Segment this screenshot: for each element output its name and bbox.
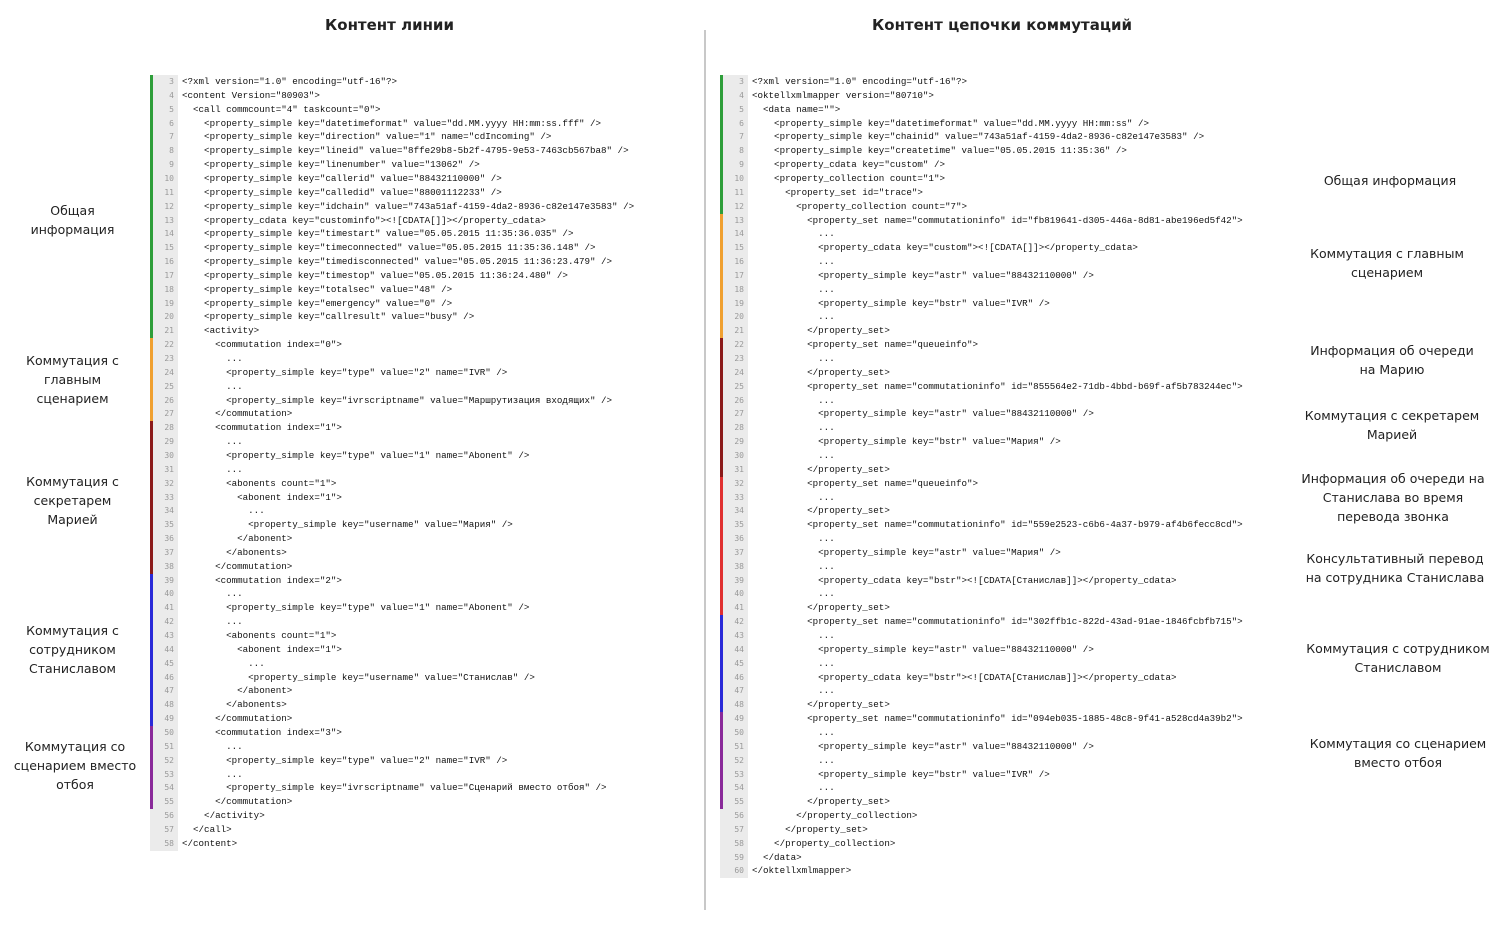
right-line-number: 41 [734, 603, 744, 613]
right-line-number: 13 [734, 215, 744, 225]
right-code-text: <property_cdata key="bstr"><![CDATA[Станислав]]></property_cdata> [752, 574, 1177, 586]
left-code-text: <property_simple key="type" value="1" name="Abonent" /> [182, 449, 530, 461]
right-code-text: ... [752, 283, 835, 295]
right-line-number: 30 [734, 450, 744, 460]
right-code-text: <property_simple key="bstr" value="IVR" /> [752, 297, 1050, 309]
left-code-text: <call commcount="4" taskcount="0"> [182, 103, 381, 115]
right-line-number: 32 [734, 478, 744, 488]
right-line-number: 29 [734, 437, 744, 447]
right-code-text: <property_simple key="bstr" value="IVR" /> [752, 768, 1050, 780]
left-line-number: 27 [164, 409, 174, 419]
left-code-text: <property_simple key="type" value="1" name="Abonent" /> [182, 602, 530, 614]
right-note-main-scenario: Коммутация с главным сценарием [1310, 246, 1464, 280]
left-code-text: <property_simple key="ivrscriptname" value="Сценарий вместо отбоя" /> [182, 782, 607, 794]
left-code-text: </content> [182, 837, 238, 849]
right-code-text: <?xml version="1.0" encoding="utf-16"?> [752, 76, 968, 87]
right-code-text: </property_set> [752, 366, 890, 378]
right-line-number: 21 [734, 326, 744, 336]
right-code-text: <property_simple key="createtime" value="05.05.2015 11:35:36" /> [752, 145, 1127, 157]
right-line-number: 17 [734, 270, 744, 280]
left-code-text: </activity> [182, 810, 265, 822]
right-line-number: 44 [734, 644, 744, 654]
right-code-text: </property_set> [752, 463, 890, 475]
right-code-text: </property_collection> [752, 837, 896, 849]
right-code-text: <property_simple key="astr" value="88432110000" /> [752, 740, 1094, 752]
right-line-number: 46 [734, 672, 744, 682]
right-code-text: </property_set> [752, 823, 868, 835]
right-line-number: 3 [739, 77, 744, 86]
right-code-text: </property_set> [752, 796, 890, 808]
right-line-number: 59 [734, 852, 744, 862]
left-line-number: 10 [164, 173, 174, 183]
left-line-number: 55 [164, 797, 174, 807]
right-line-number: 33 [734, 492, 744, 502]
left-code-text: ... [182, 740, 243, 752]
left-line-number: 14 [164, 229, 174, 239]
left-code-text: <content Version="80903"> [182, 89, 320, 101]
right-code-text: </property_set> [752, 325, 890, 337]
right-code-text: <property_set name="commutationinfo" id="559e2523-c6b6-4a37-b979-af4b6fecc8cd"> [752, 519, 1243, 531]
right-section-marker [720, 477, 723, 616]
left-line-number: 17 [164, 270, 174, 280]
left-line-number: 23 [164, 354, 174, 363]
right-line-number: 36 [734, 534, 744, 544]
left-line-number: 42 [164, 617, 174, 627]
right-note-queue-maria: Информация об очереди на Марию [1310, 343, 1474, 377]
left-note-scenario-instead-hangup: Коммутация со сценарием вместо отбоя [13, 739, 137, 792]
right-line-number: 42 [734, 617, 744, 627]
left-panel-title: Контент линии [325, 16, 454, 34]
right-line-number: 49 [734, 714, 744, 724]
right-line-number: 10 [734, 173, 744, 183]
left-code-text: ... [182, 463, 243, 475]
left-code-text: ... [182, 353, 243, 364]
right-note-consultative-transfer: Консультативный перевод на сотрудника Станислава [1305, 551, 1485, 585]
right-code-text: <property_cdata key="bstr"><![CDATA[Станислав]]></property_cdata> [752, 671, 1177, 683]
left-code-text: <property_simple key="linenumber" value="13062" /> [182, 159, 480, 171]
right-code-text: <property_simple key="astr" value="88432110000" /> [752, 408, 1094, 420]
left-code-text: <property_simple key="timestop" value="05.05.2015 11:36:24.480" /> [182, 269, 568, 281]
left-section-marker [150, 421, 153, 573]
left-line-number: 54 [164, 783, 174, 793]
right-code-panel [720, 75, 1300, 888]
left-code-text: <?xml version="1.0" encoding="utf-16"?> [182, 76, 398, 87]
right-code-text: ... [752, 491, 835, 503]
left-code-text: ... [182, 505, 265, 517]
right-line-number: 45 [734, 658, 744, 668]
left-code-text: </commutation> [182, 560, 293, 572]
left-line-number: 41 [164, 603, 174, 613]
left-code-text: </call> [182, 823, 232, 835]
left-line-number: 38 [164, 561, 174, 571]
right-line-number: 11 [734, 187, 744, 197]
left-code-text: <abonents count="1"> [182, 630, 337, 641]
left-line-number: 3 [169, 77, 174, 86]
right-code-text: ... [752, 394, 835, 406]
right-code-text: <property_set name="commutationinfo" id="094eb035-1885-48c8-9f41-a528cd4a39b2"> [752, 713, 1243, 725]
right-line-number: 19 [734, 298, 744, 308]
right-panel-title: Контент цепочки коммутаций [872, 16, 1132, 34]
right-line-number: 43 [734, 631, 744, 640]
right-code-text: ... [752, 630, 835, 641]
left-line-number: 37 [164, 547, 174, 557]
left-line-number: 50 [164, 727, 174, 737]
left-code-text: <commutation index="0"> [182, 339, 342, 351]
left-line-number: 48 [164, 700, 174, 710]
left-line-number: 46 [164, 672, 174, 682]
right-line-number: 50 [734, 727, 744, 737]
right-line-number: 53 [734, 769, 744, 779]
right-code-text: </property_set> [752, 699, 890, 711]
right-code-text: <property_simple key="chainid" value="743a51af-4159-4da2-8936-c82e147e3583" /> [752, 131, 1205, 143]
right-code-text: <property_set name="queueinfo"> [752, 339, 979, 351]
left-code-text: </abonents> [182, 546, 287, 558]
right-code-text: <property_cdata key="custom"><![CDATA[]]></property_cdata> [752, 242, 1138, 254]
left-line-number: 31 [164, 464, 174, 474]
left-line-number: 58 [164, 838, 174, 848]
left-line-number: 43 [164, 631, 174, 640]
left-code-text: ... [182, 436, 243, 448]
left-line-number: 47 [164, 686, 174, 696]
right-code-text: <property_simple key="astr" value="88432110000" /> [752, 643, 1094, 655]
left-code-text: <property_simple key="lineid" value="8ffe29b8-5b2f-4795-9e53-7463cb567ba8" /> [182, 145, 629, 157]
right-code-text: <property_set name="commutationinfo" id="855564e2-71db-4bbd-b69f-af5b783244ec"> [752, 380, 1243, 392]
right-line-number: 5 [739, 104, 744, 114]
left-code-text: <abonent index="1"> [182, 491, 342, 503]
right-section-marker [720, 75, 723, 214]
left-note-secretary-maria: Коммутация с секретарем Марией [26, 474, 119, 527]
left-line-number: 35 [164, 520, 174, 530]
right-code-text: ... [752, 353, 835, 364]
right-code-text: <property_simple key="datetimeformat" value="dd.MM.yyyy HH:mm:ss" /> [752, 117, 1149, 129]
right-line-number: 51 [734, 741, 744, 751]
right-code-text: </oktellxmlmapper> [752, 865, 852, 877]
right-line-number: 48 [734, 700, 744, 710]
right-code-text: ... [752, 311, 835, 323]
left-line-number: 29 [164, 437, 174, 447]
left-line-number: 25 [164, 381, 174, 391]
left-code-text: <activity> [182, 325, 260, 337]
left-code-text: <commutation index="3"> [182, 726, 342, 738]
panel-divider [704, 30, 706, 910]
right-line-number: 31 [734, 464, 744, 474]
right-line-number: 56 [734, 811, 744, 821]
right-code-text: ... [752, 726, 835, 738]
left-line-number: 16 [164, 257, 174, 267]
left-line-number: 34 [164, 506, 174, 516]
left-code-text: <property_simple key="callerid" value="88432110000" /> [182, 172, 502, 184]
left-code-text: </abonent> [182, 533, 293, 545]
left-code-text: <property_simple key="calledid" value="88001112233" /> [182, 186, 502, 198]
right-line-number: 14 [734, 229, 744, 239]
left-code-text: <property_simple key="datetimeformat" value="dd.MM.yyyy HH:mm:ss.fff" /> [182, 117, 602, 129]
right-code-text: <property_simple key="astr" value="88432110000" /> [752, 269, 1094, 281]
right-code-text: ... [752, 256, 835, 268]
left-line-number: 33 [164, 492, 174, 502]
left-code-text: <property_simple key="type" value="2" name="IVR" /> [182, 754, 508, 766]
left-note-general-info: Общая информация [30, 203, 115, 237]
right-section-marker [720, 712, 723, 809]
left-line-number: 56 [164, 811, 174, 821]
left-line-number: 11 [164, 187, 174, 197]
right-code-text: ... [752, 685, 835, 697]
left-line-number: 53 [164, 769, 174, 779]
right-code-text: ... [752, 422, 835, 434]
left-line-number: 18 [164, 284, 174, 294]
right-line-number: 47 [734, 686, 744, 696]
right-line-number: 40 [734, 589, 744, 599]
left-code-text: <property_simple key="username" value="Мария" /> [182, 519, 513, 531]
left-line-number: 57 [164, 824, 174, 834]
left-code-text: <property_simple key="totalsec" value="48" /> [182, 283, 453, 295]
left-line-number: 15 [164, 243, 174, 253]
right-section-marker [720, 338, 723, 477]
left-line-number: 28 [164, 423, 174, 433]
left-note-employee-stanislav: Коммутация с сотрудником Станиславом [26, 623, 119, 676]
left-line-number: 32 [164, 478, 174, 488]
right-line-number: 37 [734, 547, 744, 557]
left-code-text: ... [182, 657, 265, 669]
right-code-text: <property_cdata key="custom" /> [752, 159, 945, 171]
right-code-text: </data> [752, 851, 802, 863]
left-line-number: 9 [169, 160, 174, 170]
right-note-employee-stanislav: Коммутация с сотрудником Станиславом [1306, 641, 1490, 675]
left-line-number: 4 [169, 90, 174, 100]
left-code-text: <property_cdata key="custominfo"><![CDATA[]]></property_cdata> [182, 214, 546, 226]
right-code-text: <property_set name="commutationinfo" id="302ffb1c-822d-43ad-91ae-1846fcbfb715"> [752, 616, 1243, 628]
left-line-number: 12 [164, 201, 174, 211]
right-code-text: ... [752, 449, 835, 461]
right-line-number: 38 [734, 561, 744, 571]
left-code-text: <property_simple key="idchain" value="743a51af-4159-4da2-8936-c82e147e3583" /> [182, 200, 635, 212]
right-code-text: <data name=""> [752, 103, 841, 115]
left-section-marker [150, 726, 153, 809]
right-line-number: 8 [739, 146, 744, 156]
right-section-marker [720, 615, 723, 712]
left-code-text: <property_simple key="timestart" value="05.05.2015 11:35:36.035" /> [182, 228, 574, 240]
left-code-text: <abonent index="1"> [182, 643, 342, 655]
right-code-text: <property_set id="trace"> [752, 186, 923, 198]
right-line-number: 25 [734, 381, 744, 391]
left-code-text: <commutation index="1"> [182, 422, 342, 434]
left-line-number: 36 [164, 534, 174, 544]
right-line-number: 7 [739, 132, 744, 142]
right-code-text: <property_set name="commutationinfo" id="fb819641-d305-446a-8d81-abe196ed5f42"> [752, 214, 1243, 226]
left-code-panel [150, 75, 695, 860]
right-code-text: </property_set> [752, 505, 890, 517]
left-code-text: <commutation index="2"> [182, 574, 342, 586]
right-line-number: 20 [734, 312, 744, 322]
right-code-text: ... [752, 657, 835, 669]
left-code-text: </commutation> [182, 713, 293, 725]
left-code-text: </commutation> [182, 408, 293, 420]
right-note-scenario-instead-hangup: Коммутация со сценарием вместо отбоя [1309, 736, 1487, 770]
right-code-text: <property_collection count="1"> [752, 172, 945, 184]
right-line-number: 52 [734, 755, 744, 765]
right-code-text: ... [752, 533, 835, 545]
left-section-marker [150, 574, 153, 726]
left-code-text: <abonents count="1"> [182, 477, 337, 489]
right-line-number: 15 [734, 243, 744, 253]
left-line-number: 6 [169, 118, 174, 128]
left-code-text: <property_simple key="callresult" value="busy" /> [182, 311, 475, 323]
left-note-main-scenario: Коммутация с главным сценарием [26, 353, 119, 406]
left-code-text: ... [182, 380, 243, 392]
right-line-number: 12 [734, 201, 744, 211]
right-section-marker [720, 214, 723, 339]
right-line-number: 24 [734, 367, 744, 377]
left-line-number: 45 [164, 658, 174, 668]
left-line-number: 51 [164, 741, 174, 751]
right-code-text: <property_set name="queueinfo"> [752, 477, 979, 489]
left-code-text: <property_simple key="emergency" value="0" /> [182, 297, 453, 309]
right-line-number: 26 [734, 395, 744, 405]
right-line-number: 27 [734, 409, 744, 419]
right-code-text: ... [752, 754, 835, 766]
right-line-number: 60 [734, 866, 744, 876]
right-code-text: </property_set> [752, 602, 890, 614]
left-code-text: ... [182, 588, 243, 600]
right-line-number: 18 [734, 284, 744, 294]
left-code-text: </commutation> [182, 796, 293, 808]
right-code-text: </property_collection> [752, 810, 918, 822]
right-line-number: 39 [734, 575, 744, 585]
right-line-number: 23 [734, 354, 744, 363]
left-line-number: 8 [169, 146, 174, 156]
right-code-text: <property_simple key="astr" value="Мария" /> [752, 546, 1061, 558]
right-line-number: 6 [739, 118, 744, 128]
left-code-text: <property_simple key="type" value="2" name="IVR" /> [182, 366, 508, 378]
right-code-text: <property_collection count="7"> [752, 200, 968, 212]
right-code-text: ... [752, 588, 835, 600]
left-line-number: 49 [164, 714, 174, 724]
right-line-number: 58 [734, 838, 744, 848]
left-line-number: 40 [164, 589, 174, 599]
right-line-number: 16 [734, 257, 744, 267]
right-line-number: 34 [734, 506, 744, 516]
left-code-text: <property_simple key="timeconnected" value="05.05.2015 11:35:36.148" /> [182, 242, 596, 254]
left-line-number: 39 [164, 575, 174, 585]
right-note-queue-stanislav: Информация об очереди на Станислава во время перевода звонка [1301, 471, 1485, 524]
right-line-number: 4 [739, 90, 744, 100]
left-code-text: <property_simple key="direction" value="1" name="cdIncoming" /> [182, 131, 552, 143]
left-line-number: 20 [164, 312, 174, 322]
left-line-number: 21 [164, 326, 174, 336]
right-note-general-info: Общая информация [1323, 173, 1457, 188]
right-line-number: 55 [734, 797, 744, 807]
right-line-number: 22 [734, 340, 744, 350]
left-code-text: <property_simple key="ivrscriptname" value="Маршрутизация входящих" /> [182, 394, 613, 406]
left-code-text: </abonent> [182, 685, 293, 697]
left-line-number: 19 [164, 298, 174, 308]
right-code-text: ... [752, 228, 835, 240]
left-line-number: 44 [164, 644, 174, 654]
left-line-number: 26 [164, 395, 174, 405]
left-line-number: 30 [164, 450, 174, 460]
left-line-number: 24 [164, 367, 174, 377]
left-section-marker [150, 338, 153, 421]
right-code-text: ... [752, 560, 835, 572]
right-line-number: 57 [734, 824, 744, 834]
left-line-number: 5 [169, 104, 174, 114]
left-code-text: <property_simple key="username" value="Станислав" /> [182, 671, 535, 683]
left-line-number: 7 [169, 132, 174, 142]
left-code-text: ... [182, 616, 243, 628]
left-line-number: 13 [164, 215, 174, 225]
right-note-secretary-maria: Коммутация с секретарем Марией [1304, 408, 1480, 442]
right-line-number: 54 [734, 783, 744, 793]
left-code-text: <property_simple key="timedisconnected" value="05.05.2015 11:36:23.479" /> [182, 256, 613, 268]
left-line-number: 52 [164, 755, 174, 765]
left-code-text: </abonents> [182, 699, 287, 711]
left-line-number: 22 [164, 340, 174, 350]
right-code-text: ... [752, 782, 835, 794]
left-section-marker [150, 75, 153, 338]
right-code-text: <property_simple key="bstr" value="Мария" /> [752, 436, 1061, 448]
right-line-number: 28 [734, 423, 744, 433]
right-line-number: 9 [739, 160, 744, 170]
right-code-text: <oktellxmlmapper version="80710"> [752, 89, 934, 101]
left-code-text: ... [182, 768, 243, 780]
right-line-number: 35 [734, 520, 744, 530]
